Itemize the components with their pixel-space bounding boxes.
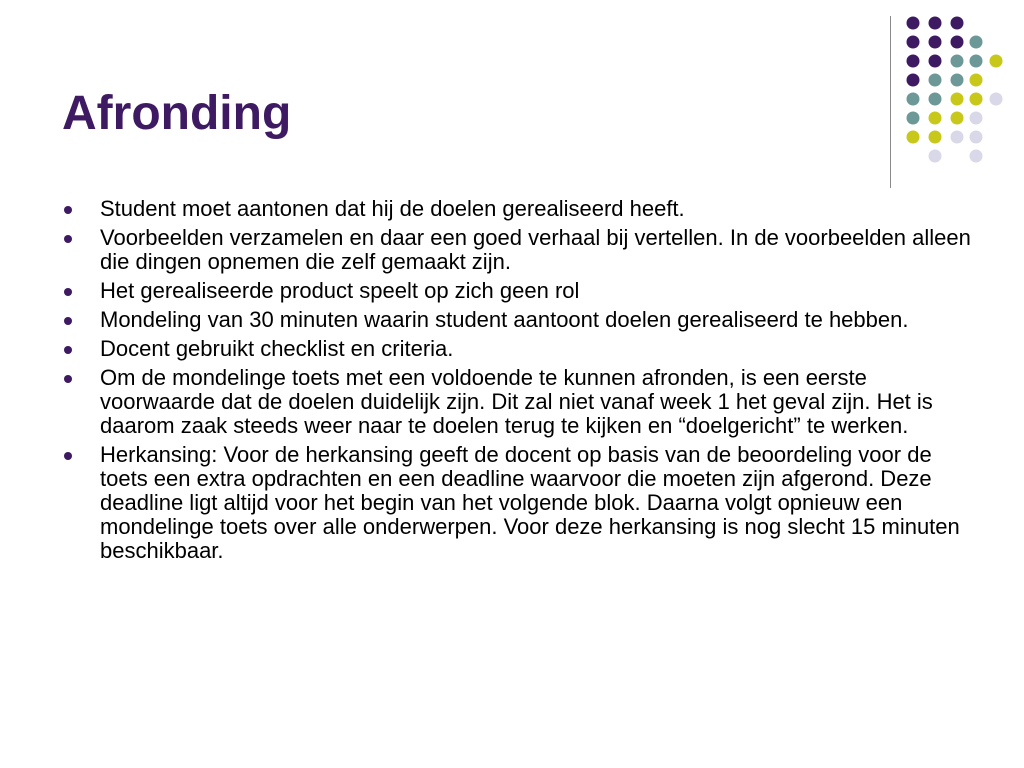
dot xyxy=(970,55,983,68)
dot xyxy=(907,74,920,87)
dot xyxy=(907,131,920,144)
dot-grid-graphic xyxy=(903,10,1013,170)
bullet-item xyxy=(62,366,982,438)
dot xyxy=(929,131,942,144)
dot xyxy=(970,131,983,144)
dot xyxy=(990,93,1003,106)
dot xyxy=(970,74,983,87)
dot xyxy=(907,112,920,125)
dot xyxy=(951,112,964,125)
dot xyxy=(929,112,942,125)
dot xyxy=(951,55,964,68)
bullet-text: Om de mondelinge toets met een voldoende te kunnen afronden, is een eerste voorwaarde dat de doelen duidelijk zijn. Dit zal niet vanaf week 1 het geval zijn. Het is daarom zaak steeds weer naar te doelen terug te kijken en “doelgericht” te werken. xyxy=(100,365,933,438)
dot xyxy=(951,93,964,106)
bullet-dot-icon xyxy=(64,375,72,383)
dot xyxy=(970,112,983,125)
dot xyxy=(929,74,942,87)
dot xyxy=(929,17,942,30)
dot xyxy=(929,150,942,163)
dot xyxy=(970,93,983,106)
bullet-text: Het gerealiseerde product speelt op zich geen rol xyxy=(100,278,580,303)
bullet-dot-icon xyxy=(64,235,72,243)
bullet-text: Mondeling van 30 minuten waarin student aantoont doelen gerealiseerd te hebben. xyxy=(100,307,909,332)
dot xyxy=(907,17,920,30)
dot xyxy=(990,55,1003,68)
decorative-dot-grid xyxy=(903,10,1013,170)
slide-title: Afronding xyxy=(62,87,292,140)
bullet-dot-icon xyxy=(64,346,72,354)
bullet-list xyxy=(62,197,982,568)
dot xyxy=(951,131,964,144)
bullet-dot-icon xyxy=(64,317,72,325)
bullet-item xyxy=(62,226,982,274)
bullet-dot-icon xyxy=(64,288,72,296)
dot xyxy=(907,55,920,68)
bullet-item xyxy=(62,337,982,361)
bullet-item xyxy=(62,443,982,563)
bullet-text: Student moet aantonen dat hij de doelen gerealiseerd heeft. xyxy=(100,196,685,221)
bullet-text: Herkansing: Voor de herkansing geeft de docent op basis van de beoordeling voor de toets een extra opdrachten en een deadline waarvoor die moeten zijn afgerond. Deze deadline ligt altijd voor het begin van het volgende blok. Daarna volgt opnieuw een mondelinge toets over alle onderwerpen. Voor deze herkansing is nog slecht 15 minuten beschikbaar. xyxy=(100,442,960,563)
bullet-item xyxy=(62,308,982,332)
dot xyxy=(951,36,964,49)
dot xyxy=(970,36,983,49)
bullet-item xyxy=(62,197,982,221)
dot xyxy=(951,74,964,87)
bullet-item xyxy=(62,279,982,303)
bullet-text: Docent gebruikt checklist en criteria. xyxy=(100,336,454,361)
dot xyxy=(929,93,942,106)
bullet-dot-icon xyxy=(64,206,72,214)
dot xyxy=(929,36,942,49)
bullet-dot-icon xyxy=(64,452,72,460)
dot xyxy=(929,55,942,68)
dot xyxy=(951,17,964,30)
dot xyxy=(907,93,920,106)
title-divider-line xyxy=(890,16,891,188)
dot xyxy=(907,36,920,49)
bullet-text: Voorbeelden verzamelen en daar een goed verhaal bij vertellen. In de voorbeelden alleen die dingen opnemen die zelf gemaakt zijn. xyxy=(100,225,971,274)
dot xyxy=(970,150,983,163)
